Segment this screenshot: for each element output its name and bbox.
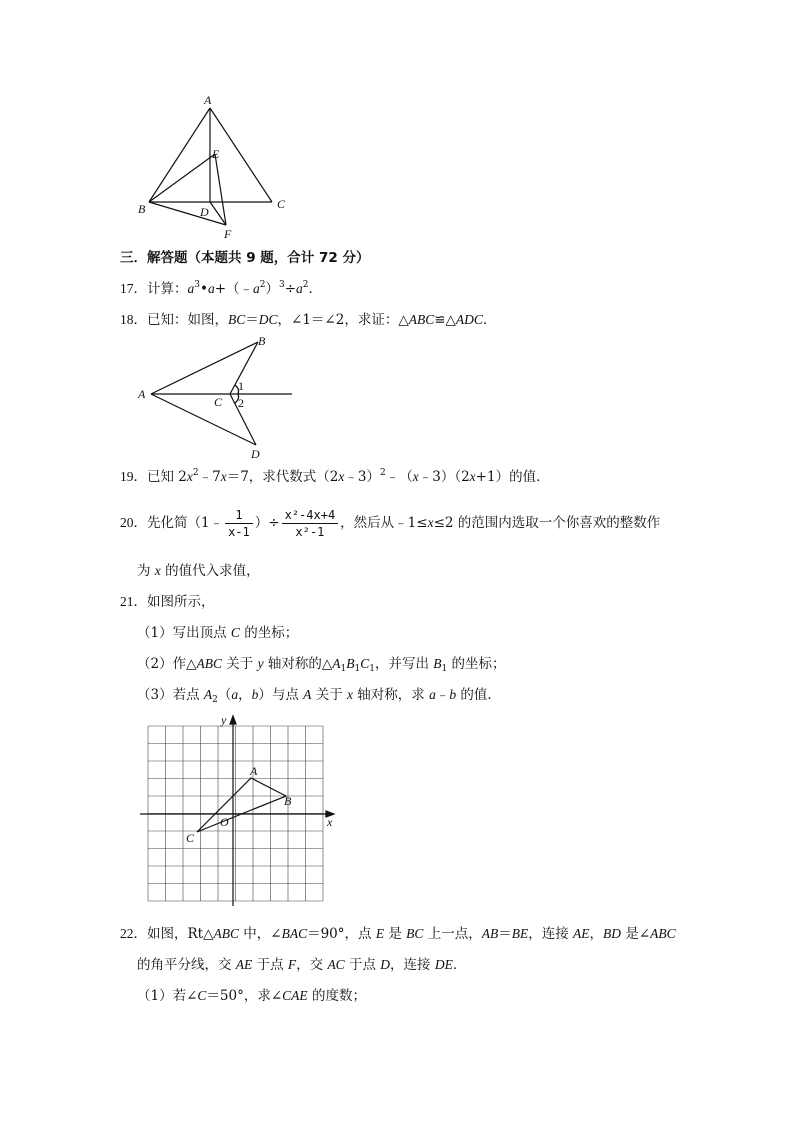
var-x: x — [338, 469, 345, 484]
var-x: x — [412, 469, 419, 484]
question-18-text: ． — [482, 312, 497, 328]
question-20-line-2 — [137, 562, 260, 580]
question-19: 19．已知 $2x^2﹣7x=7$，求代数式（2x﹣3）$^2$﹣（x﹣3）（2x+1）的值． — [120, 468, 550, 485]
var-d: D — [380, 957, 391, 972]
question-22-text: 是∠ — [621, 926, 651, 942]
var-ac: AC — [327, 957, 345, 972]
var-bc: BC — [228, 312, 246, 327]
label-b: B — [258, 334, 266, 348]
question-19-text: +1）的值． — [475, 469, 550, 485]
question-22-text: ， — [589, 926, 604, 942]
question-22-line-2 — [137, 956, 466, 974]
part-text: （ — [217, 687, 232, 703]
var-b1: B — [433, 656, 442, 671]
part-text: （1）若∠ — [137, 988, 198, 1004]
segment-be — [149, 154, 215, 202]
question-18-text: 已知：如图， — [147, 312, 228, 328]
var-abc: ABC — [408, 312, 435, 327]
var-b: b — [449, 687, 457, 702]
question-number: 19． — [120, 469, 147, 484]
question-17: 17．计算：$a^3•a+(﹣a^2)^3\div a^2$． — [120, 280, 323, 297]
fraction-2-denominator: x²-1 — [295, 525, 325, 539]
var-bd: BD — [603, 926, 622, 941]
var-b: b — [251, 687, 259, 702]
var-x: x — [154, 563, 161, 578]
figure-triangle-abc-def — [130, 92, 300, 242]
question-number: 17． — [120, 281, 147, 296]
var-abc: ABC — [213, 926, 239, 941]
question-22-text: 中，∠ — [238, 926, 282, 942]
question-20-text: 的值代入求值， — [160, 563, 260, 579]
var-f: F — [287, 957, 297, 972]
question-19-text: ﹣（ — [385, 469, 413, 485]
var-e: E — [375, 926, 385, 941]
var-ab: AB — [481, 926, 499, 941]
question-22-text: ，连接 — [528, 926, 574, 942]
question-18-text: ，∠1＝∠2，求证：△ — [277, 312, 409, 328]
axis-label-x: x — [327, 815, 333, 829]
question-22-text: 的角平分线，交 — [137, 957, 236, 973]
label-d: D — [200, 205, 209, 219]
figure-coordinate-grid — [140, 710, 350, 910]
question-20-text: ≤2 的范围内选取一个你喜欢的整数作 — [433, 515, 661, 531]
var-dc: DC — [258, 312, 278, 327]
var-abc: ABC — [196, 656, 222, 671]
question-22-text: ，交 — [296, 957, 328, 973]
question-17-text: 计算： — [147, 281, 188, 297]
question-22-text: ． — [452, 957, 467, 973]
question-20-text: ）÷ — [254, 515, 280, 531]
segment-ab — [149, 108, 210, 202]
var-x: x — [220, 469, 227, 484]
label-angle-1: 1 — [238, 379, 244, 393]
var-a: a — [296, 281, 303, 296]
var-c: C — [230, 625, 240, 640]
var-a: a — [429, 687, 436, 702]
label-c: C — [277, 197, 286, 211]
question-21-part-2: （2）作△ABC 关于 y 轴对称的$\triangle A_1B_1C_1$，并写出 $B_1$ 的坐标； — [137, 656, 506, 674]
axis-label-y: y — [221, 713, 227, 727]
var-de: DE — [434, 957, 453, 972]
part-text: 轴对称，求 — [353, 687, 430, 703]
part-text: ＝50°，求∠ — [206, 988, 283, 1004]
fraction-1-numerator: 1 — [225, 507, 253, 524]
question-19-text: 已知 2 — [147, 469, 187, 485]
question-22-text: 如图，Rt△ — [147, 926, 214, 942]
part-text: （2）作△ — [137, 656, 197, 672]
part-text: 关于 — [311, 687, 348, 703]
part-text: 的度数； — [307, 988, 366, 1004]
var-x: x — [427, 515, 434, 530]
figure-q18 — [134, 332, 304, 462]
label-c: C — [214, 395, 223, 409]
fraction-1 — [225, 507, 253, 540]
question-19-text: ﹣3）（2 — [418, 469, 470, 485]
part-text: （1）写出顶点 — [137, 625, 231, 641]
var-a: a — [253, 281, 260, 296]
question-number: 18． — [120, 312, 147, 327]
fraction-1-denominator: x-1 — [228, 525, 250, 539]
label-a: A — [138, 387, 146, 401]
part-text: 的值． — [456, 687, 501, 703]
question-20-text: ，然后从﹣1≤ — [340, 515, 428, 531]
question-22-part-1 — [137, 987, 366, 1005]
var-a: a — [207, 281, 215, 296]
section-three-heading: 三．解答题（本题共 9 题，合计 72 分） — [120, 250, 370, 266]
label-e: E — [212, 147, 220, 161]
label-f: F — [224, 227, 232, 241]
var-adc: ADC — [455, 312, 483, 327]
label-a: A — [250, 764, 258, 778]
var-x: x — [186, 469, 193, 484]
question-18: 18．已知：如图，BC＝DC，∠1＝∠2，求证：△ABC≌△ADC． — [120, 312, 497, 328]
question-21 — [120, 593, 215, 611]
var-a: a — [231, 687, 239, 702]
question-22-text: 于点 — [252, 957, 288, 973]
var-c: C — [197, 988, 207, 1003]
var-ae: AE — [573, 926, 590, 941]
question-21-part-1 — [137, 624, 298, 642]
var-a1: A — [332, 656, 341, 671]
question-20 — [120, 505, 660, 541]
question-22-text: ＝ — [498, 926, 512, 942]
part-text: ﹣ — [435, 687, 450, 703]
question-number: 20． — [120, 515, 147, 530]
var-bac: BAC — [281, 926, 308, 941]
part-text: 的坐标； — [447, 656, 506, 672]
question-21-part-3: （3）若点 $A_2(a$，b）与点 A 关于 x 轴对称，求 a﹣b 的值． — [137, 687, 501, 705]
part-text: 关于 — [221, 656, 258, 672]
label-o: O — [220, 815, 229, 829]
part-text: 的坐标； — [239, 625, 299, 641]
label-b: B — [138, 202, 146, 216]
var-ae: AE — [235, 957, 253, 972]
var-cae: CAE — [282, 988, 308, 1003]
segment-bc — [230, 342, 258, 394]
y-axis-arrow — [230, 716, 236, 724]
label-angle-2: 2 — [238, 396, 244, 410]
label-a: A — [204, 93, 212, 107]
part-text: （3）若点 — [137, 687, 204, 703]
var-a-point: A — [303, 687, 312, 702]
part-text: 轴对称的△ — [263, 656, 333, 672]
var-b1: B — [346, 656, 355, 671]
question-22-text: ＝90°，点 — [307, 926, 376, 942]
var-bc: BC — [406, 926, 424, 941]
question-number: 21． — [120, 594, 147, 609]
question-19-text: ＝7，求代数式（2 — [226, 469, 339, 485]
var-a2: A — [203, 687, 213, 702]
var-be: BE — [511, 926, 529, 941]
question-19-text: ﹣7 — [198, 469, 221, 485]
fraction-2 — [282, 507, 339, 540]
label-b: B — [284, 794, 292, 808]
var-x: x — [469, 469, 476, 484]
question-22-text: 上一点， — [423, 926, 482, 942]
question-19-text: ﹣3） — [344, 469, 380, 485]
question-21-text: 如图所示， — [147, 594, 215, 610]
var-a: a — [187, 281, 195, 296]
var-c1: C — [360, 656, 370, 671]
segment-ef — [215, 154, 226, 225]
segment-bf — [149, 202, 226, 225]
label-c: C — [186, 831, 195, 845]
fraction-2-numerator: x²-4x+4 — [282, 507, 339, 524]
var-y: y — [257, 656, 264, 671]
question-20-text: 先化简（1﹣ — [147, 515, 224, 531]
part-text: ，并写出 — [374, 656, 434, 672]
var-abc: ABC — [650, 926, 676, 941]
label-d: D — [251, 447, 260, 461]
question-number: 22． — [120, 926, 147, 941]
question-22-text: ，连接 — [390, 957, 435, 973]
question-22 — [120, 925, 676, 943]
part-text: ， — [238, 687, 252, 703]
triangle-abc — [197, 778, 286, 832]
question-22-text: 于点 — [344, 957, 381, 973]
var-x: x — [347, 687, 354, 702]
question-20-text: 为 — [137, 563, 155, 579]
part-text: ）与点 — [258, 687, 304, 703]
question-22-text: 是 — [384, 926, 407, 942]
